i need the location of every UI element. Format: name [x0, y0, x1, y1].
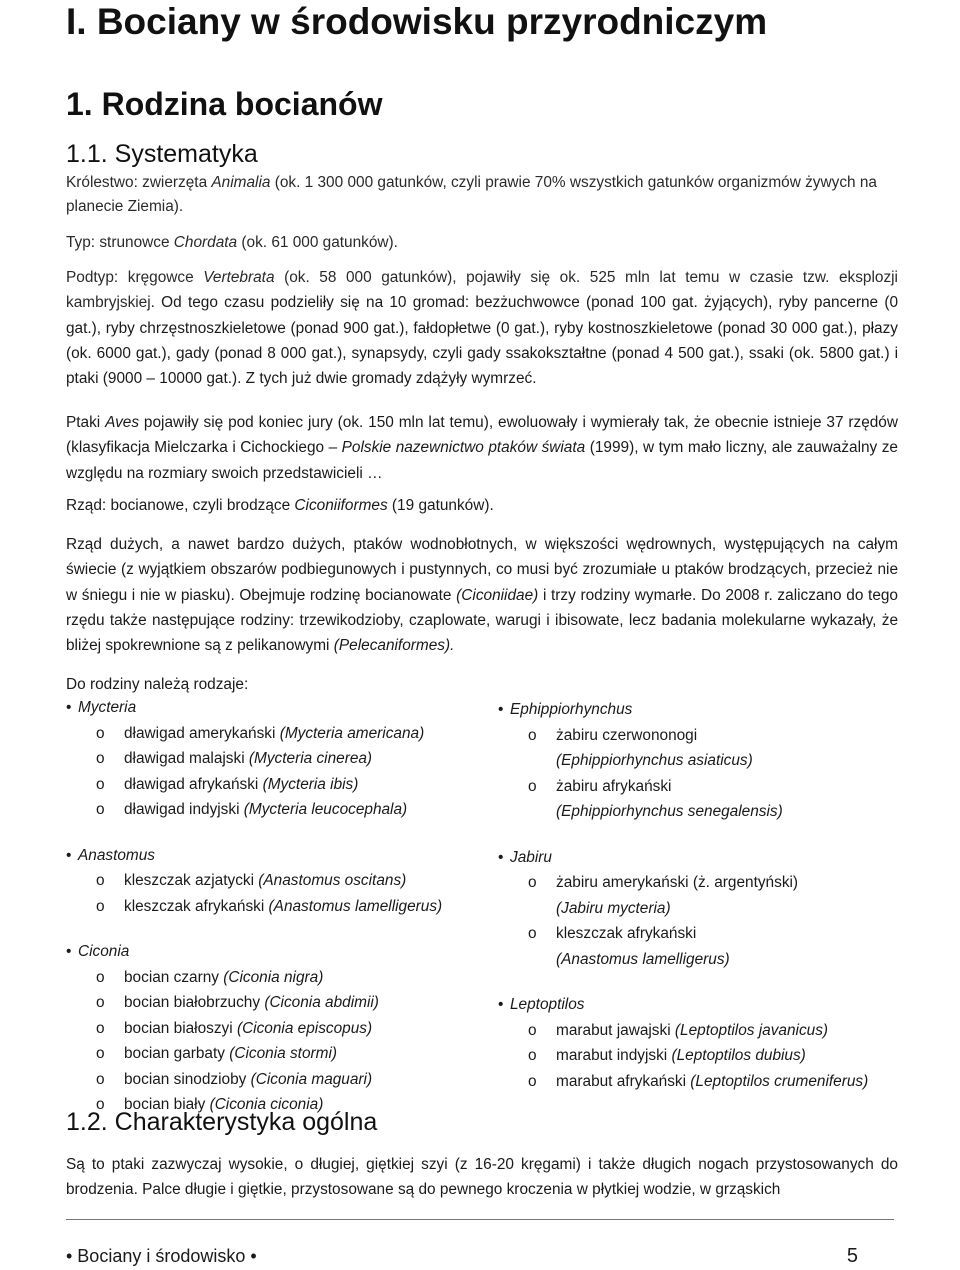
- species-latin-name: (Mycteria cinerea): [248, 750, 373, 767]
- genus-group: [498, 845, 918, 973]
- species-latin-name: (Anastomus oscitans): [258, 872, 407, 889]
- species-polish-name: żabiru czerwononogi: [556, 726, 698, 744]
- genera-intro: Do rodziny należą rodzaje:: [66, 676, 249, 693]
- genus-heading: [66, 939, 486, 965]
- family-latin: (Ciconiidae): [456, 586, 539, 604]
- bullet-icon: •: [66, 846, 72, 864]
- genus-name: Mycteria: [78, 699, 137, 716]
- species-latin-name: (Ciconia maguari): [250, 1070, 373, 1088]
- book-title: Polskie nazewnictwo ptaków świata: [341, 439, 586, 457]
- circle-bullet-icon: o: [96, 750, 105, 767]
- species-latin-name: (Mycteria americana): [279, 724, 425, 742]
- species-item: [498, 1018, 918, 1044]
- genus-group: [66, 843, 486, 920]
- order-paragraph: [66, 494, 898, 518]
- species-item: [66, 868, 486, 894]
- species-item: [498, 1069, 918, 1095]
- species-latin-name: (Leptoptilos crumeniferus): [690, 1072, 869, 1090]
- footer-title: • Bociany i środowisko •: [66, 1246, 257, 1266]
- subphylum-text-rest: (ok. 58 000 gatunków), pojawiły się ok. 525 mln lat temu w czasie tzw. eksplozji kambryjskiej.: [66, 269, 898, 312]
- kingdom-paragraph: [66, 171, 898, 218]
- species-item: [66, 894, 486, 920]
- birds-text-mid: pojawiły się pod koniec jury (ok. 150 mln lat temu), ewoluowały i wymierały tak, że obecnie istnieje 37 rzędów (klasyfikacja Mielczarka i Cichockiego –: [66, 414, 898, 457]
- genus-name: Ephippiorhynchus: [510, 701, 633, 718]
- subphylum-paragraph: [66, 265, 898, 391]
- species-latin-name: (Leptoptilos dubius): [671, 1047, 806, 1064]
- order-text-rest: (19 gatunków).: [387, 497, 494, 514]
- circle-bullet-icon: o: [528, 726, 537, 744]
- species-latin-name: [498, 799, 918, 825]
- birds-paragraph: [66, 410, 898, 486]
- species-latin-name: (Ciconia nigra): [223, 968, 324, 986]
- bullet-icon: •: [66, 699, 72, 716]
- species-latin-text: (Ephippiorhynchus senegalensis): [556, 803, 783, 820]
- circle-bullet-icon: o: [96, 1070, 105, 1088]
- species-item: [66, 772, 486, 798]
- species-polish-name: kleszczak afrykański: [124, 897, 269, 915]
- kingdom-latin: Animalia: [211, 174, 271, 191]
- phylum-latin: Chordata: [173, 234, 238, 251]
- genus-name: Ciconia: [78, 943, 130, 960]
- general-paragraph: Są to ptaki zazwyczaj wysokie, o długiej, giętkiej szyi (z 16-20 kręgami) i także długich nogach przystosowanych do brodzenia. Palce długie i giętkie, przystosowane są do pewnego kroczenia w płytkiej wodzie, w grząskich: [66, 1156, 898, 1199]
- species-item: [498, 870, 918, 896]
- genus-name: Jabiru: [510, 848, 552, 866]
- circle-bullet-icon: o: [528, 874, 537, 891]
- pelecaniformes-latin: (Pelecaniformes).: [333, 637, 455, 655]
- species-polish-name: żabiru afrykański: [556, 777, 672, 795]
- circle-bullet-icon: o: [96, 872, 105, 889]
- species-polish-name: dławigad amerykański: [124, 724, 280, 742]
- species-latin-name: (Mycteria ibis): [262, 775, 359, 793]
- bullet-icon: •: [498, 848, 504, 866]
- order-text: Rząd: bocianowe, czyli brodzące: [66, 497, 295, 514]
- bullet-icon: •: [66, 943, 72, 960]
- species-polish-name: bocian sinodzioby: [124, 1070, 251, 1088]
- circle-bullet-icon: o: [96, 897, 105, 915]
- classes-text: Od tego czasu podzieliły się na 10 gromad: bezżuchwowce (ponad 100 gat. żyjących), ryby pancerne (0 gat.), ryby chrzęstnoszkieletowe (ponad 900 gat.), fałdopłetwe (0 gat.), ryby kostnoszkieletowe (ponad 30 000 gat.), płazy (ok. 6000 gat.), gady (ponad 8 000 gat.), synapsydy, czyli gady ssakokształtne (ponad 4 500 gat.), ssaki (ok. 5800 gat.) i ptaki (9000 – 10000 gat.). Z tych już dwie gromady zdążyły wymrzeć.: [66, 294, 898, 388]
- birds-text: Ptaki: [66, 414, 106, 431]
- genus-group: [498, 697, 918, 825]
- circle-bullet-icon: o: [96, 968, 105, 986]
- circle-bullet-icon: o: [96, 775, 105, 793]
- order-desc-text-rest: i trzy rodziny wymarłe. Do 2008 r. zaliczano do tego rzędu także następujące rodziny: trzewikodzioby, czaplowate, warugi i ibisowate, lecz badania molekularne wykazały, że bliżej spokrewnione są z pelikanowymi: [66, 586, 898, 655]
- species-polish-name: kleszczak azjatycki: [124, 872, 259, 889]
- species-item: [498, 723, 918, 749]
- species-latin-text: (Ephippiorhynchus asiaticus): [556, 752, 753, 769]
- species-item: [498, 1043, 918, 1069]
- species-latin-name: [498, 947, 918, 973]
- section-title-general: 1.2. Charakterystyka ogólna: [66, 1108, 378, 1136]
- circle-bullet-icon: o: [96, 724, 105, 742]
- species-polish-name: marabut afrykański: [556, 1072, 691, 1090]
- genus-group: [498, 992, 918, 1094]
- species-polish-name: bocian garbaty: [124, 1045, 230, 1062]
- species-latin-name: (Ciconia stormi): [229, 1045, 337, 1062]
- species-item: [66, 746, 486, 772]
- genus-name: Leptoptilos: [510, 996, 585, 1013]
- bullet-icon: •: [498, 701, 504, 718]
- order-latin: Ciconiiformes: [294, 497, 388, 514]
- footer-rule: [66, 1219, 894, 1220]
- genus-name: Anastomus: [78, 846, 155, 864]
- species-polish-name: marabut jawajski: [556, 1021, 675, 1039]
- species-polish-name: bocian czarny: [124, 968, 224, 986]
- phylum-paragraph: [66, 231, 898, 255]
- genus-heading: [66, 695, 486, 721]
- phylum-text: Typ: strunowce: [66, 234, 174, 251]
- species-polish-name: bocian białobrzuchy: [124, 994, 265, 1011]
- genera-right-column: [498, 697, 918, 1094]
- genus-heading: [498, 697, 918, 723]
- circle-bullet-icon: o: [528, 925, 537, 942]
- genus-heading: [498, 845, 918, 871]
- genus-heading: [66, 843, 486, 869]
- circle-bullet-icon: o: [96, 1096, 105, 1113]
- species-latin-name: (Anastomus lamelligerus): [268, 897, 443, 915]
- species-latin-name: (Ciconia ciconia): [209, 1096, 324, 1113]
- circle-bullet-icon: o: [96, 1045, 105, 1062]
- kingdom-text-rest: (ok. 1 300 000 gatunków, czyli prawie 70% wszystkich gatunków organizmów żywych na planecie Ziemia).: [66, 174, 877, 215]
- species-item: [498, 921, 918, 947]
- species-latin-name: [498, 748, 918, 774]
- species-polish-name: dławigad afrykański: [124, 775, 263, 793]
- species-polish-name: kleszczak afrykański: [556, 925, 697, 942]
- species-item: [66, 1067, 486, 1093]
- genus-heading: [498, 992, 918, 1018]
- birds-latin: Aves: [105, 414, 140, 431]
- kingdom-text: Królestwo: zwierzęta: [66, 174, 212, 191]
- species-polish-name: żabiru amerykański (ż. argentyński): [556, 874, 799, 891]
- species-polish-name: bocian białoszyi: [124, 1019, 237, 1037]
- circle-bullet-icon: o: [528, 1047, 537, 1064]
- genera-left-column: [66, 695, 486, 1118]
- genus-group: [66, 939, 486, 1118]
- section-title-systematics: 1.1. Systematyka: [66, 140, 258, 168]
- species-item: [66, 1041, 486, 1067]
- phylum-text-rest: (ok. 61 000 gatunków).: [237, 234, 398, 251]
- species-polish-name: bocian biały: [124, 1096, 210, 1113]
- order-desc-text: Rząd dużych, a nawet bardzo dużych, ptaków wodnobłotnych, w większości wędrownych, występujących na całym świecie (z wyjątkiem obszarów podbiegunowych i pustynnych, co musi być zrozumiałe u ptaków brodzących, przecież nie w śniegu i nie w piasku). Obejmuje rodzinę bocianowate: [66, 536, 898, 604]
- species-polish-name: dławigad indyjski: [124, 801, 244, 818]
- genus-group: [66, 695, 486, 823]
- species-latin-name: (Ciconia episcopus): [236, 1019, 373, 1037]
- circle-bullet-icon: o: [528, 1021, 537, 1039]
- subphylum-text: Podtyp: kręgowce: [66, 269, 204, 286]
- species-latin-name: [498, 896, 918, 922]
- chapter-title: 1. Rodzina bocianów: [66, 86, 383, 122]
- species-latin-name: (Leptoptilos javanicus): [674, 1021, 829, 1039]
- species-item: [66, 721, 486, 747]
- species-latin-name: (Mycteria leucocephala): [243, 801, 408, 818]
- subphylum-latin: Vertebrata: [203, 269, 275, 286]
- chapter-main-title: I. Bociany w środowisku przyrodniczym: [66, 1, 768, 42]
- species-item: [66, 965, 486, 991]
- species-polish-name: marabut indyjski: [556, 1047, 672, 1064]
- circle-bullet-icon: o: [96, 801, 105, 818]
- page-number: 5: [846, 1245, 858, 1267]
- species-latin-text: (Anastomus lamelligerus): [556, 950, 730, 968]
- order-description-paragraph: [66, 532, 898, 658]
- species-polish-name: dławigad malajski: [124, 750, 249, 767]
- birds-text-rest: (1999), w tym mało liczny, ale zauważalny ze względu na rozmiary swoich przedstawicieli …: [66, 439, 898, 482]
- bullet-icon: •: [498, 996, 504, 1013]
- species-item: [66, 990, 486, 1016]
- circle-bullet-icon: o: [528, 1072, 537, 1090]
- species-latin-name: (Ciconia abdimii): [264, 994, 379, 1011]
- species-item: [66, 1016, 486, 1042]
- circle-bullet-icon: o: [96, 1019, 105, 1037]
- species-item: [498, 774, 918, 800]
- circle-bullet-icon: o: [96, 994, 105, 1011]
- circle-bullet-icon: o: [528, 777, 537, 795]
- species-latin-text: (Jabiru mycteria): [556, 899, 671, 917]
- species-item: [66, 797, 486, 823]
